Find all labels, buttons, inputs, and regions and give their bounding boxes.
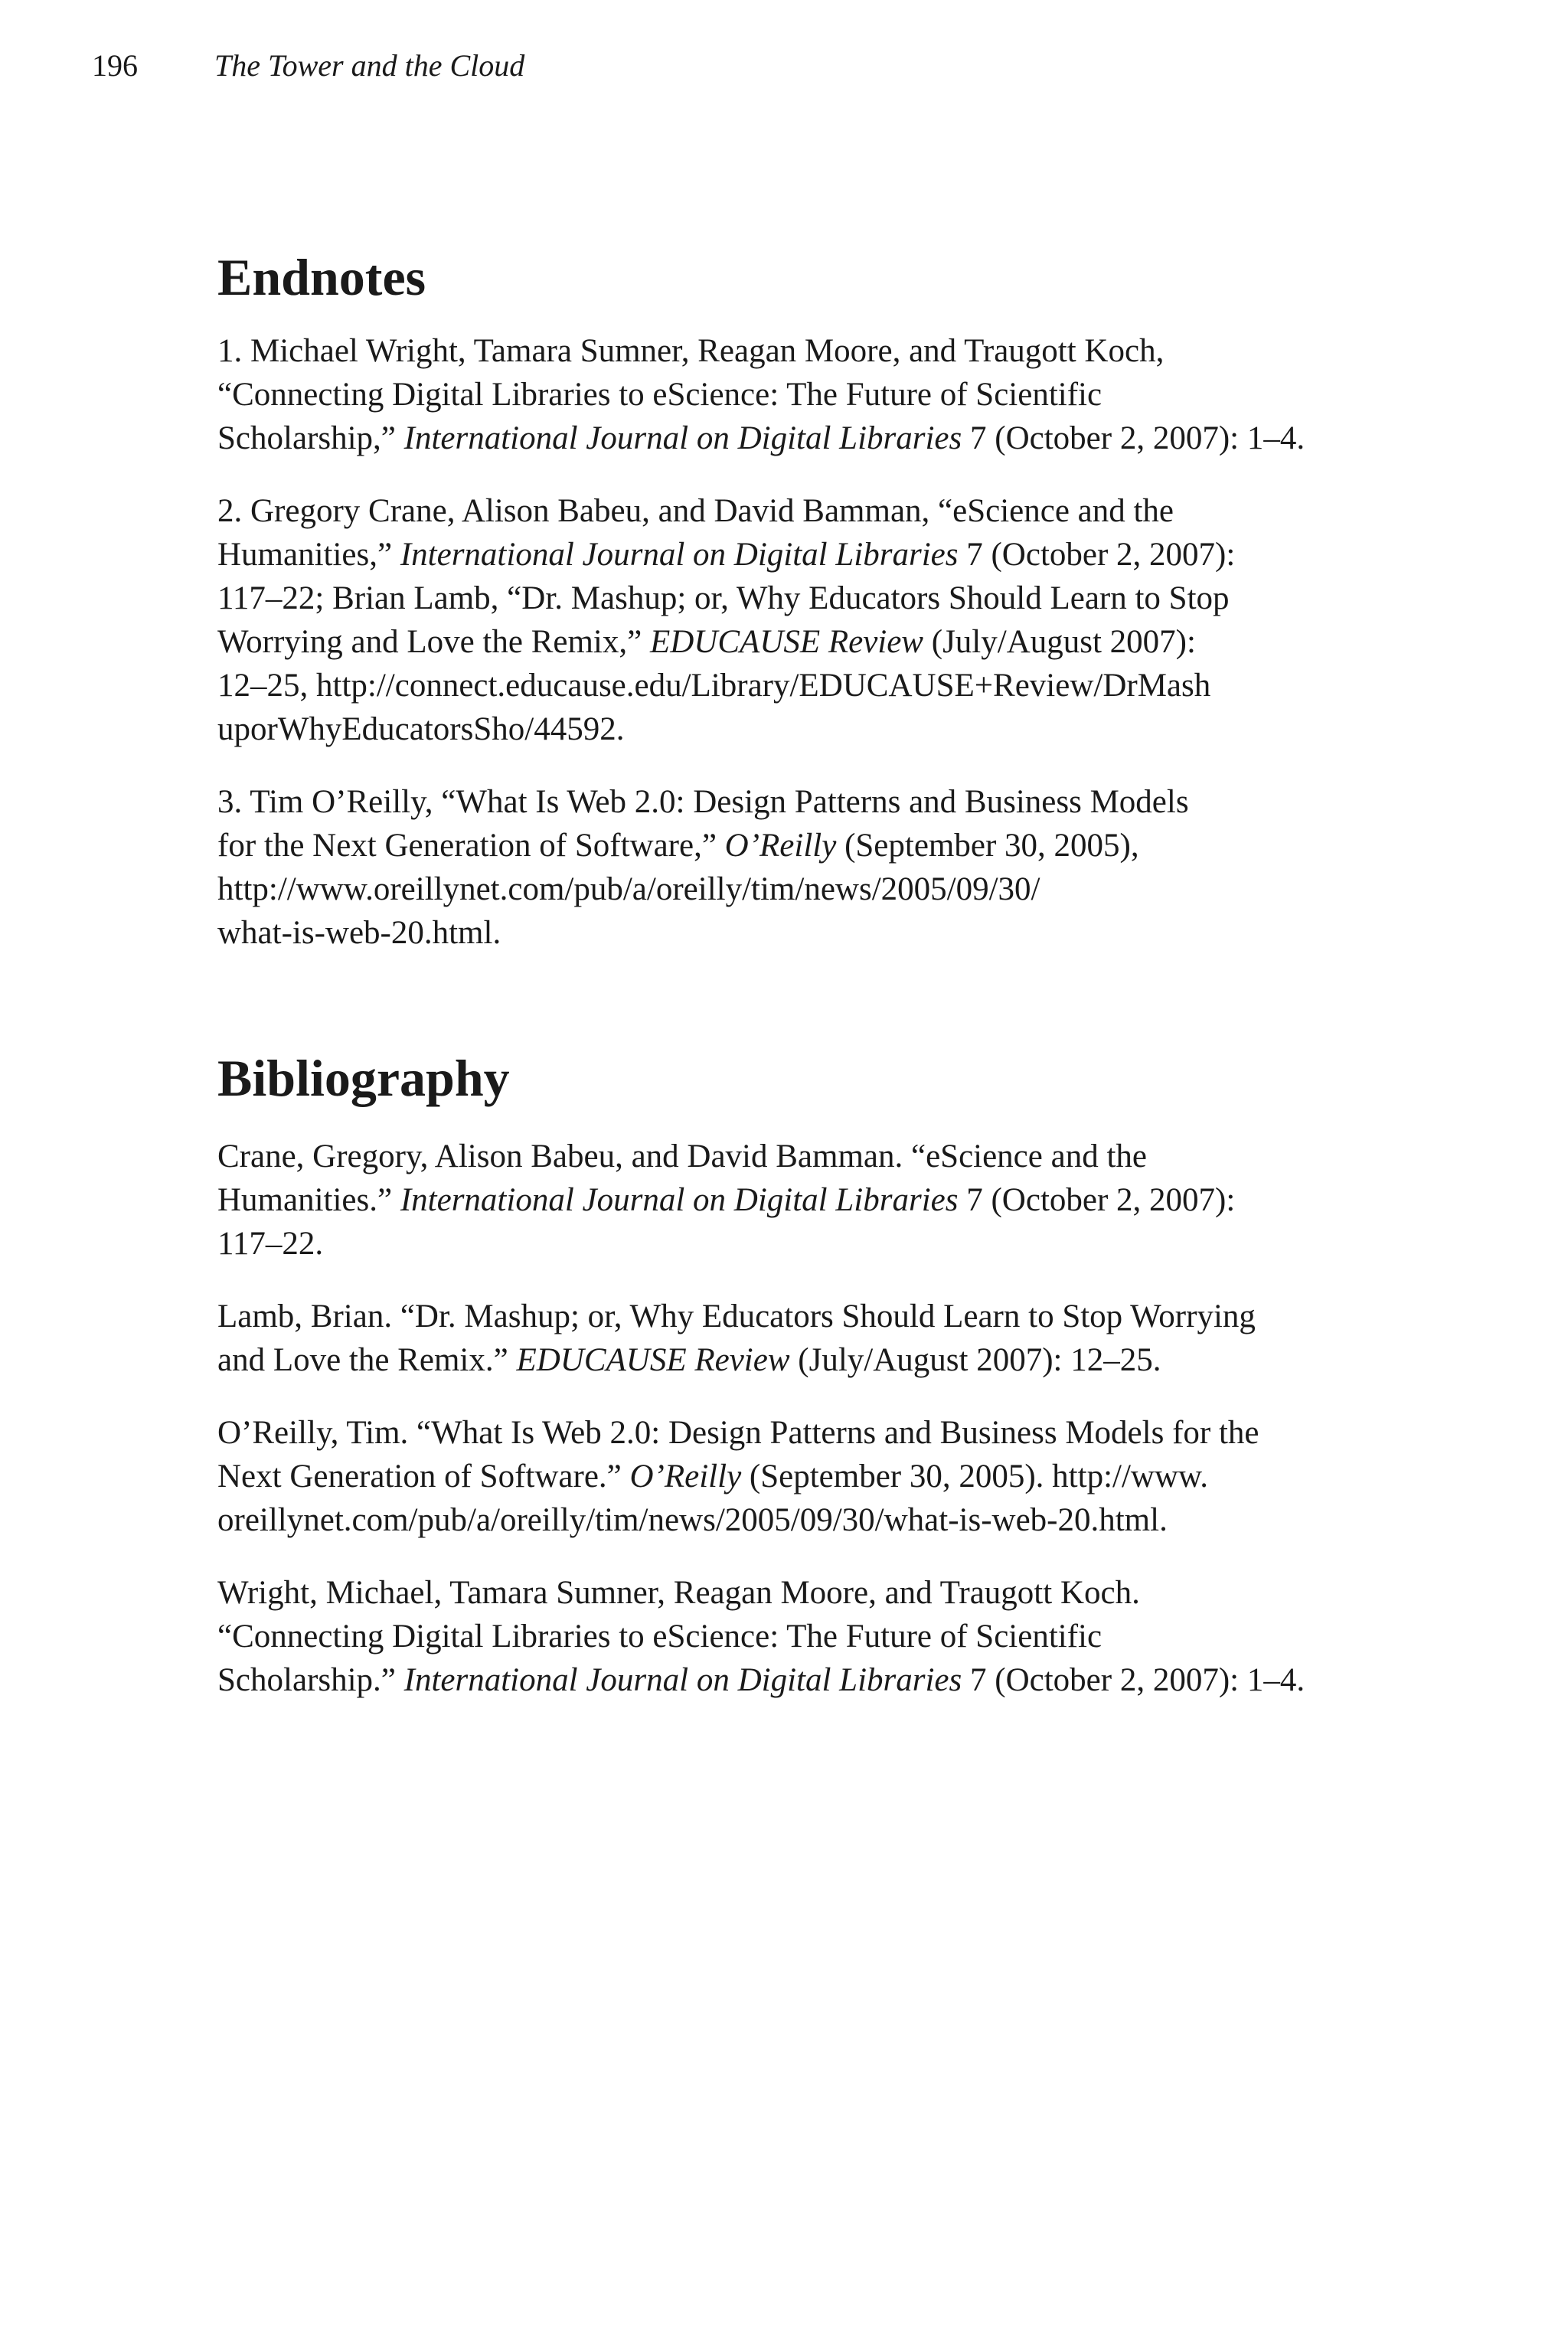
book-title: The Tower and the Cloud <box>214 48 525 83</box>
endnote-1: 1. Michael Wright, Tamara Sumner, Reagan Moore, and Traugott Koch, “Connecting Digital Libraries to eScience: The Future of Scientific Scholarship,” International Journal on Digital Libraries 7 (October 2, 2007): 1–4. <box>217 333 1305 456</box>
bibliography-entry-crane: Crane, Gregory, Alison Babeu, and David Bamman. “eScience and the Humanities.” International Journal on Digital Libraries 7 (October 2, 2007): 117–22. <box>217 1138 1236 1262</box>
bibliography-list <box>217 1135 1351 1702</box>
running-head <box>92 47 524 84</box>
endnotes-section <box>217 247 1351 955</box>
endnote-2: 2. Gregory Crane, Alison Babeu, and David Bamman, “eScience and the Humanities,” International Journal on Digital Libraries 7 (October 2, 2007): 117–22; Brian Lamb, “Dr. Mashup; or, Why Educators Should Learn to Stop Worrying and Love the Remix,” EDUCAUSE Review (July/August 2007): 12–25, http://connect.educause.edu/Library/EDUCAUSE+Review/DrMash uporWhyEducatorsSho/44592. <box>217 493 1236 747</box>
bibliography-section <box>217 1047 1351 1702</box>
page-number: 196 <box>92 48 138 83</box>
bibliography-heading: Bibliography <box>217 1049 510 1107</box>
endnote-3: 3. Tim O’Reilly, “What Is Web 2.0: Design Patterns and Business Models for the Next Generation of Software,” O’Reilly (September 30, 2005), http://www.oreillynet.com/pub/a/oreilly/tim/news/2005/09/30/ what-is-web-20.html. <box>217 784 1189 951</box>
bibliography-entry-wright: Wright, Michael, Tamara Sumner, Reagan Moore, and Traugott Koch. “Connecting Digital Libraries to eScience: The Future of Scientific Scholarship.” International Journal on Digital Libraries 7 (October 2, 2007): 1–4. <box>217 1575 1305 1698</box>
endnotes-heading: Endnotes <box>217 248 426 306</box>
bibliography-entry-oreilly: O’Reilly, Tim. “What Is Web 2.0: Design Patterns and Business Models for the Next Generation of Software.” O’Reilly (September 30, 2005). http://www. oreillynet.com/pub/a/oreilly/tim/news/2005/09/30/what-is-web-20.html. <box>217 1415 1259 1538</box>
bibliography-entry-lamb: Lamb, Brian. “Dr. Mashup; or, Why Educators Should Learn to Stop Worrying and Love the Remix.” EDUCAUSE Review (July/August 2007): 12–25. <box>217 1298 1256 1378</box>
endnotes-list <box>217 329 1351 955</box>
